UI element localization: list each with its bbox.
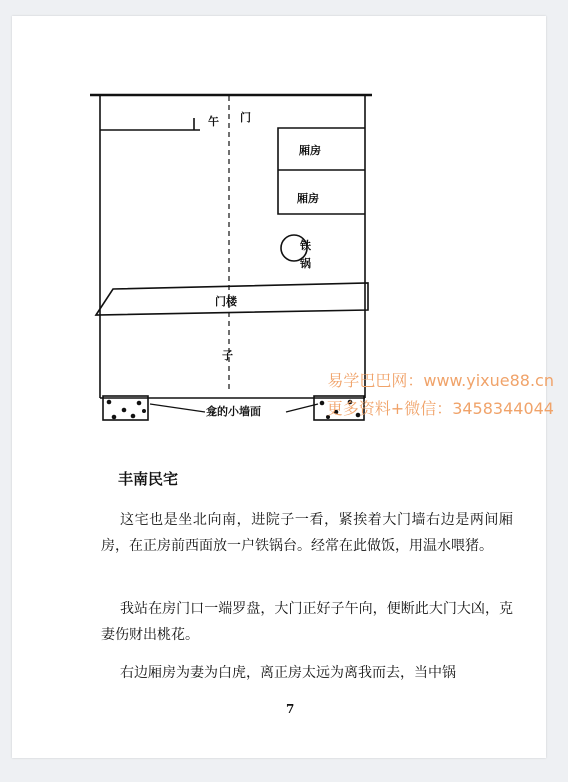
iron-pot-label-2: 锅 bbox=[300, 257, 311, 270]
iron-pot-label-1: 铁 bbox=[300, 239, 311, 252]
section-title: 丰南民宅 bbox=[118, 470, 179, 488]
paragraph-3: 右边厢房为妻为白虎，离正房太远为离我而去，当中锅 bbox=[120, 665, 456, 681]
wall-note-label: 龛的小墙面 bbox=[206, 405, 261, 418]
wing-room-label-1: 厢房 bbox=[299, 144, 321, 157]
page-number: 7 bbox=[286, 702, 295, 716]
men-label: 门 bbox=[240, 111, 251, 124]
wu-label: 午 bbox=[208, 115, 219, 128]
paragraph-1: 这宅也是坐北向南，进院子一看，紧挨着大门墙右边是两间厢房，在正房前西面放一户铁锅台。经常在此做饭，用温水喂猪。 bbox=[101, 512, 513, 554]
paragraph-2: 我站在房门口一端罗盘，大门正好子午向，便断此大门大凶，克妻伤财出桃花。 bbox=[101, 601, 513, 643]
gate-building-label: 门楼 bbox=[215, 295, 237, 308]
watermark-line-2: 更多资料+微信：3458344044 bbox=[326, 399, 554, 418]
zi-label: 子 bbox=[222, 349, 233, 362]
wing-room-label-2: 厢房 bbox=[297, 192, 319, 205]
watermark-line-1: 易学巴巴网：www.yixue88.cn bbox=[327, 371, 554, 390]
